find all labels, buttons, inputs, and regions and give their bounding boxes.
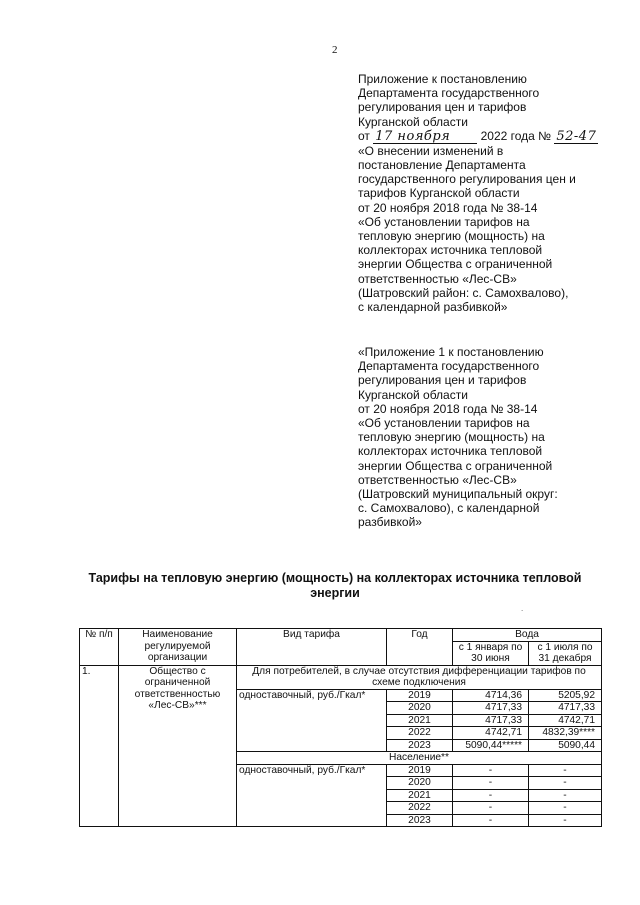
value-second-half: -: [529, 777, 602, 790]
value-first-half: -: [453, 802, 529, 815]
value-second-half: 5090,44: [529, 739, 602, 752]
scan-mark: .: [521, 604, 524, 613]
appendix-line: разбивкой»: [358, 515, 422, 530]
row-number: 1.: [80, 665, 119, 827]
header-org: Наименование регулируемой организации: [119, 629, 237, 666]
header-tariff-type: Вид тарифа: [237, 629, 387, 666]
date-prefix: от: [358, 128, 370, 143]
appendix-line: «Об установлении тарифов на: [358, 416, 530, 431]
appendix-line: с календарной разбивкой»: [358, 300, 508, 315]
handwritten-number: 52-47: [556, 128, 597, 144]
appendix-line: с. Самохвалово), с календарной: [358, 501, 540, 516]
appendix-line: ответственностью «Лес-СВ»: [358, 472, 517, 487]
header-water: Вода: [453, 629, 602, 642]
tariff-type: одноставочный, руб./Гкал*: [237, 689, 387, 752]
value-first-half: 4717,33: [453, 702, 529, 715]
date-year: 2022 года №: [480, 128, 552, 143]
value-first-half: 4717,33: [453, 714, 529, 727]
table-title: Тарифы на тепловую энергию (мощность) на коллекторах источника тепловой энергии: [88, 571, 582, 600]
value-second-half: 4717,33: [529, 702, 602, 715]
value-first-half: 4714,36: [453, 689, 529, 702]
section-title: Население**: [237, 752, 602, 765]
appendix-line: энергии Общества с ограниченной: [358, 458, 553, 473]
appendix-line: Курганской области: [358, 387, 468, 402]
value-first-half: -: [453, 777, 529, 790]
year-cell: 2019: [387, 764, 453, 777]
year-cell: 2022: [387, 727, 453, 740]
appendix-line: Приложение к постановлению: [358, 72, 527, 86]
appendix-line: от 20 ноября 2018 года № 38-14: [358, 401, 538, 416]
appendix-header-1: [358, 72, 620, 314]
header-year: Год: [387, 629, 453, 666]
value-first-half: -: [453, 789, 529, 802]
appendix-line: Департамента государственного: [358, 86, 540, 101]
value-first-half: -: [453, 764, 529, 777]
organization-name: Общество с ограниченной ответственностью «Лес-СВ»***: [119, 665, 237, 827]
header-first-half: с 1 января по 30 июня: [453, 641, 529, 665]
year-cell: 2020: [387, 702, 453, 715]
appendix-line: тепловую энергию (мощность) на: [358, 229, 545, 244]
appendix-line: тепловую энергию (мощность) на: [358, 430, 545, 445]
appendix-line: коллекторах источника тепловой: [358, 243, 543, 258]
value-first-half: -: [453, 814, 529, 827]
header-num: № п/п: [80, 629, 119, 666]
appendix-line: «Приложение 1 к постановлению: [358, 345, 544, 359]
year-cell: 2022: [387, 802, 453, 815]
year-cell: 2020: [387, 777, 453, 790]
appendix-header-2: [358, 345, 620, 530]
header-second-half: с 1 июля по 31 декабря: [529, 641, 602, 665]
tariff-type: одноставочный, руб./Гкал*: [237, 764, 387, 827]
value-second-half: 4832,39****: [529, 727, 602, 740]
handwritten-date: 17 ноября: [373, 131, 477, 144]
appendix-line: коллекторах источника тепловой: [358, 444, 543, 459]
section-title: Для потребителей, в случае отсутствия дифференциации тарифов по схеме подключения: [237, 665, 602, 689]
page-number: 2: [332, 44, 338, 56]
appendix-line: энергии Общества с ограниченной: [358, 257, 553, 272]
year-cell: 2023: [387, 814, 453, 827]
tariff-table: [79, 628, 602, 827]
appendix-line: ответственностью «Лес-СВ»: [358, 271, 517, 286]
value-first-half: 4742,71: [453, 727, 529, 740]
appendix-line: «О внесении изменений в: [358, 143, 504, 158]
value-second-half: -: [529, 789, 602, 802]
value-second-half: -: [529, 802, 602, 815]
appendix-line: регулирования цен и тарифов: [358, 373, 527, 388]
value-second-half: -: [529, 814, 602, 827]
appendix-line: тарифов Курганской области: [358, 186, 520, 201]
value-first-half: 5090,44*****: [453, 739, 529, 752]
year-cell: 2023: [387, 739, 453, 752]
year-cell: 2021: [387, 789, 453, 802]
resolution-date-line: [358, 129, 620, 144]
appendix-line: (Шатровский муниципальный округ:: [358, 487, 558, 502]
appendix-line: постановление Департамента: [358, 158, 526, 173]
year-cell: 2019: [387, 689, 453, 702]
year-cell: 2021: [387, 714, 453, 727]
value-second-half: 5205,92: [529, 689, 602, 702]
value-second-half: -: [529, 764, 602, 777]
appendix-line: государственного регулирования цен и: [358, 172, 576, 187]
value-second-half: 4742,71: [529, 714, 602, 727]
appendix-line: от 20 ноября 2018 года № 38-14: [358, 200, 538, 215]
appendix-line: Курганской области: [358, 114, 468, 129]
appendix-line: «Об установлении тарифов на: [358, 214, 530, 229]
appendix-line: регулирования цен и тарифов: [358, 100, 527, 115]
appendix-line: Департамента государственного: [358, 359, 540, 374]
appendix-line: (Шатровский район: с. Самохвалово),: [358, 285, 569, 300]
